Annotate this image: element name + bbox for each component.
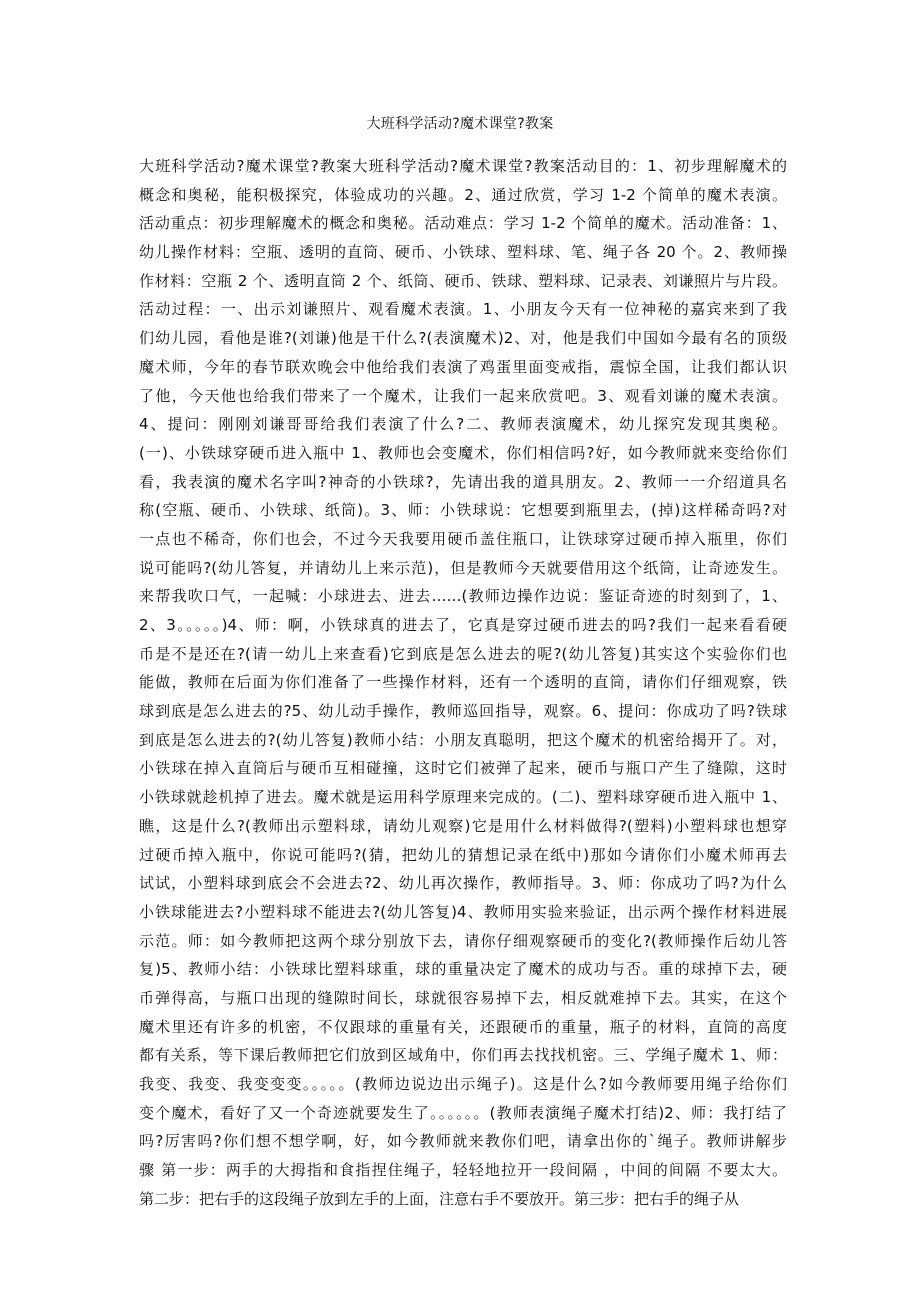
body-line: 看，我表演的魔术名字叫?神奇的小铁球?，先请出我的道具朋友。2、教师一一介绍道具名	[139, 472, 787, 491]
body-line: 活动过程：一、出示刘谦照片、观看魔术表演。1、小朋友今天有一位神秘的嘉宾来到了我	[139, 300, 787, 319]
body-line: 小铁球能进去?小塑料球不能进去?(幼儿答复)4、教师用实验来验证，出示两个操作材料进展	[139, 902, 787, 921]
body-line: 2、3。。。。。)4、师：啊，小铁球真的进去了，它真是穿过硬币进去的吗?我们一起来看看硬	[139, 616, 787, 634]
document-body	[139, 152, 787, 1213]
body-line: 第二步：把右手的这段绳子放到左手的上面，注意右手不要放开。第三步：把右手的绳子从	[139, 1189, 740, 1208]
body-line: 骤 第一步：两手的大拇指和食指捏住绳子，轻轻地拉开一段间隔 ，中间的间隔 不要太大。	[139, 1161, 787, 1180]
document-title: 大班科学活动?魔术课堂?教案	[366, 116, 554, 132]
body-line: 一点也不稀奇，你们也会，不过今天我要用硬币盖住瓶口，让铁球穿过硬币掉入瓶里，你们	[139, 529, 787, 548]
body-line: 说可能吗?(幼儿答复，并请幼儿上来示范)，但是教师今天就要借用这个纸筒，让奇迹发生。	[139, 558, 787, 577]
body-line: 魔术师，今年的春节联欢晚会中他给我们表演了鸡蛋里面变戒指，震惊全国，让我们都认识	[139, 357, 787, 376]
body-line: 幼儿操作材料：空瓶、透明的直筒、硬币、小铁球、塑料球、笔、绳子各 20 个。2、教师操	[139, 243, 787, 262]
body-line: 能做，教师在后面为你们准备了一些操作材料，还有一个透明的直筒，请你们仔细观察，铁	[139, 673, 787, 692]
body-line: 称(空瓶、硬币、小铁球、纸筒)。3、师：小铁球说：它想要到瓶里去，(掉)这样稀奇吗?对	[139, 501, 787, 520]
body-line: 概念和奥秘，能积极探究，体验成功的兴趣。2、通过欣赏，学习 1-2 个简单的魔术表演。	[139, 185, 787, 204]
body-line: 过硬币掉入瓶中，你说可能吗?(猜，把幼儿的猜想记录在纸中)那如今请你们小魔术师再去	[139, 845, 787, 864]
body-line: 们幼儿园，看他是谁?(刘谦)他是干什么?(表演魔术)2、对，他是我们中国如今最有名的顶级	[139, 329, 787, 348]
body-line: 小铁球就趁机掉了进去。魔术就是运用科学原理来完成的。(二)、塑料球穿硬币进入瓶中 1、	[139, 788, 787, 807]
body-line: 吗?厉害吗?你们想不想学啊，好，如今教师就来教你们吧，请拿出你的`绳子。教师讲解步	[139, 1132, 787, 1151]
body-line: 币弹得高，与瓶口出现的缝隙时间长，球就很容易掉下去，相反就难掉下去。其实，在这个	[139, 988, 787, 1007]
body-line: 活动重点：初步理解魔术的概念和奥秘。活动难点：学习 1-2 个简单的魔术。活动准备：1、	[139, 214, 787, 233]
body-line: 示范。师：如今教师把这两个球分别放下去，请你仔细观察硬币的变化?(教师操作后幼儿答	[139, 931, 787, 950]
body-line: 币是不是还在?(请一幼儿上来查看)它到底是怎么进去的呢?(幼儿答复)其实这个实验你们也	[139, 644, 787, 663]
body-line: 4、提问：刚刚刘谦哥哥给我们表演了什么?二、教师表演魔术，幼儿探究发现其奥秘。	[139, 415, 787, 434]
body-line: 我变、我变、我变变变。。。。。(教师边说边出示绳子)。这是什么?如今教师要用绳子给你们	[139, 1075, 787, 1093]
body-line: 到底是怎么进去的?(幼儿答复)教师小结：小朋友真聪明，把这个魔术的机密给揭开了。对，	[139, 730, 787, 749]
body-line: 变个魔术，看好了又一个奇迹就要发生了。。。。。。(教师表演绳子魔术打结)2、师：我打结了	[139, 1103, 787, 1122]
body-line: 试试，小塑料球到底会不会进去?2、幼儿再次操作，教师指导。3、师：你成功了吗?为什么	[139, 874, 787, 893]
body-line: 大班科学活动?魔术课堂?教案大班科学活动?魔术课堂?教案活动目的：1、初步理解魔术的	[139, 157, 787, 175]
body-line: 复)5、教师小结：小铁球比塑料球重，球的重量决定了魔术的成功与否。重的球掉下去，硬	[139, 960, 787, 979]
body-line: 小铁球在掉入直筒后与硬币互相碰撞，这时它们被弹了起来，硬币与瓶口产生了缝隙，这时	[139, 759, 787, 778]
body-line: 了他，今天他也给我们带来了一个魔术，让我们一起来欣赏吧。3、观看刘谦的魔术表演。	[139, 386, 787, 405]
body-line: 作材料：空瓶 2 个、透明直筒 2 个、纸筒、硬币、铁球、塑料球、记录表、刘谦照片与片段。	[139, 271, 787, 290]
body-line: 来帮我吹口气，一起喊：小球进去、进去……(教师边操作边说：鉴证奇迹的时刻到了，1、	[139, 587, 787, 606]
body-line: 魔术里还有许多的机密，不仅跟球的重量有关，还跟硬币的重量，瓶子的材料，直筒的高度	[139, 1017, 787, 1036]
body-line: 都有关系，等下课后教师把它们放到区域角中，你们再去找找机密。三、学绳子魔术 1、师：	[139, 1046, 787, 1065]
body-line: (一)、小铁球穿硬币进入瓶中 1、教师也会变魔术，你们相信吗?好，如今教师就来变给你们	[139, 443, 787, 462]
body-line: 瞧，这是什么?(教师出示塑料球，请幼儿观察)它是用什么材料做得?(塑料)小塑料球也想穿	[139, 816, 787, 835]
body-line: 球到底是怎么进去的?5、幼儿动手操作，教师巡回指导，观察。6、提问：你成功了吗?铁球	[139, 702, 787, 721]
